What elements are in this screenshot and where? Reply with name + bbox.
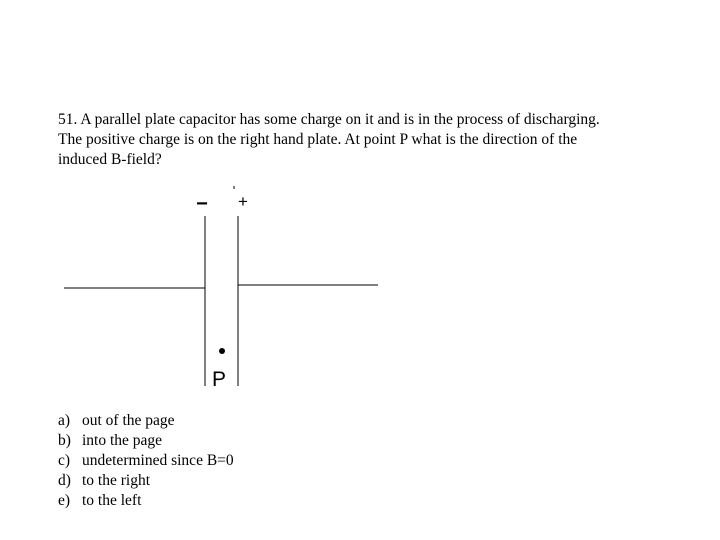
answer-c[interactable] — [58, 451, 234, 471]
answer-d[interactable] — [58, 471, 234, 491]
answer-c-letter: c) — [58, 452, 71, 469]
question-line-3: induced B-field? — [58, 151, 162, 168]
answer-b[interactable] — [58, 431, 234, 451]
point-p-dot — [219, 348, 225, 354]
question-line-2: The positive charge is on the right hand plate. At point P what is the direction of the — [58, 131, 578, 148]
answer-e-letter: e) — [58, 492, 71, 509]
answer-b-letter: b) — [58, 432, 71, 449]
answer-e[interactable] — [58, 491, 234, 511]
plus-sign: + — [238, 192, 248, 211]
point-p-label: P — [211, 368, 227, 391]
answer-e-text: to the left — [82, 492, 142, 509]
answer-choices — [58, 411, 234, 511]
answer-d-text: to the right — [82, 472, 151, 489]
question-line-1: 51. A parallel plate capacitor has some charge on it and is in the process of discharging. — [58, 111, 600, 128]
answer-a-letter: a) — [58, 412, 71, 429]
answer-d-letter: d) — [58, 472, 71, 489]
answer-b-text: into the page — [82, 432, 163, 449]
answer-c-text: undetermined since B=0 — [82, 452, 234, 469]
minus-sign: − — [196, 193, 208, 215]
answer-a[interactable] — [58, 411, 234, 431]
answer-a-text: out of the page — [82, 412, 175, 429]
